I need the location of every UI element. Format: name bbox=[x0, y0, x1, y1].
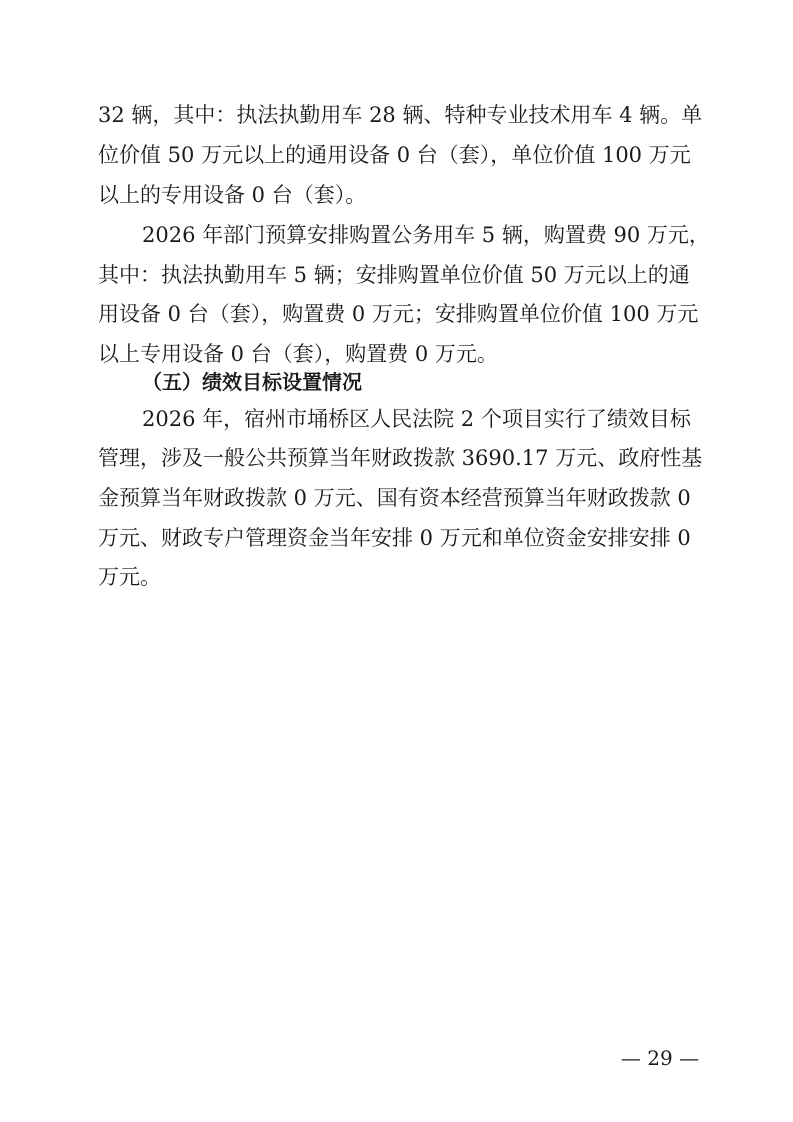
page-number: — 29 — bbox=[620, 1046, 700, 1070]
section-heading: （五）绩效目标设置情况 bbox=[142, 370, 362, 394]
paragraph-2-line-3: 用设备 0 台（套），购置费 0 万元；安排购置单位价值 100 万元 bbox=[98, 302, 699, 326]
paragraph-2-line-1: 2026 年部门预算安排购置公务用车 5 辆，购置费 90 万元， bbox=[142, 223, 710, 247]
paragraph-1-line-3: 以上的专用设备 0 台（套）。 bbox=[98, 183, 367, 207]
paragraph-1-line-2: 位价值 50 万元以上的通用设备 0 台（套），单位价值 100 万元 bbox=[98, 143, 691, 167]
paragraph-3-line-4: 万元、财政专户管理资金当年安排 0 万元和单位资金安排安排 0 bbox=[98, 526, 691, 550]
paragraph-3-line-3: 金预算当年财政拨款 0 万元、国有资本经营预算当年财政拨款 0 bbox=[98, 486, 691, 510]
paragraph-2-line-4: 以上专用设备 0 台（套），购置费 0 万元。 bbox=[98, 342, 498, 366]
paragraph-1-line-1: 32 辆，其中：执法执勤用车 28 辆、特种专业技术用车 4 辆。单 bbox=[98, 103, 703, 127]
paragraph-2-line-2: 其中：执法执勤用车 5 辆；安排购置单位价值 50 万元以上的通 bbox=[98, 263, 690, 287]
paragraph-3-line-1: 2026 年，宿州市埇桥区人民法院 2 个项目实行了绩效目标 bbox=[142, 407, 691, 431]
paragraph-3-line-2: 管理，涉及一般公共预算当年财政拨款 3690.17 万元、政府性基 bbox=[98, 446, 703, 470]
paragraph-3-line-5: 万元。 bbox=[98, 565, 161, 589]
